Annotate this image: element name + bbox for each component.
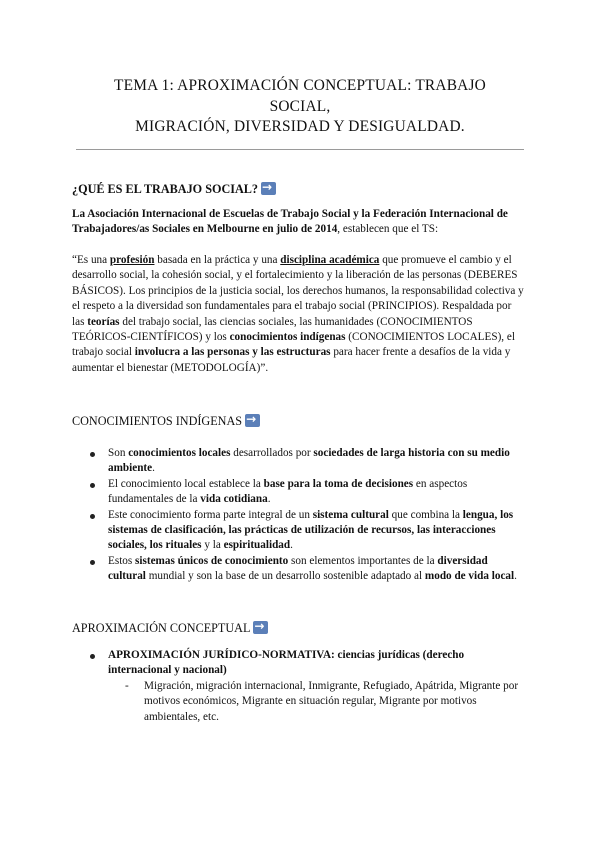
right-arrow-icon	[253, 621, 268, 634]
quote-text: basada en la práctica y una	[154, 254, 281, 266]
item-bold: lengua, los sistemas de clasificación, las prácticas de utilización de recursos, las interacciones sociales, los rituales	[108, 508, 514, 552]
section-heading-text: CONOCIMIENTOS INDÍGENAS	[72, 414, 243, 428]
quote-text: (CONOCIMIENTOS LOCALES), el trabajo social	[72, 331, 515, 359]
sub-list-item	[72, 679, 526, 725]
item-bold: sistemas únicos de conocimiento	[135, 554, 289, 567]
item-text: Son	[108, 447, 129, 459]
item-text: mundial y son la base de un desarrollo sostenible adaptado al	[145, 570, 425, 583]
item-text: en aspectos fundamentales de la	[108, 477, 468, 506]
quote-text: que promueve el cambio y el desarrollo social, la cohesión social, y el fortalecimiento y la liberación de las personas (DEBERES BÁSICOS). Los principios de la justicia social, los derechos humanos, la responsabilidad colectiva y el respeto a la diversidad son fundamentales para el trabajo social (PRINCIPIOS). Respaldada por las	[72, 254, 524, 328]
definition-quote	[72, 253, 526, 376]
title-line-2: SOCIAL,	[269, 97, 331, 115]
item-text: .	[514, 570, 517, 583]
quote-term-involucra: involucra a las personas y las estructuras	[134, 346, 331, 359]
item-text: Este conocimiento forma parte integral de un	[108, 508, 313, 521]
item-text: son elementos importantes de la	[288, 554, 438, 567]
quote-term-disciplina: disciplina académica	[280, 254, 380, 266]
intro-bold-text: La Asociación Internacional de Escuelas de Trabajo Social y la Federación Internacional de Trabajadores/as Sociales en Melbourne en julio de 2014	[72, 208, 508, 236]
section-heading-text: ¿QUÉ ES EL TRABAJO SOCIAL?	[72, 182, 259, 196]
item-bold: sociedades de larga historia con su medio ambiente	[108, 447, 510, 475]
item-text: Estos	[108, 554, 136, 567]
item-bold: modo de vida local	[424, 570, 515, 583]
intro-paragraph	[72, 207, 526, 238]
list-item	[72, 648, 526, 679]
item-bold: sistema cultural	[312, 508, 389, 521]
item-text: que combina la	[388, 508, 463, 521]
item-text: El conocimiento local establece la	[108, 477, 264, 490]
title-divider	[76, 149, 524, 150]
item-text: .	[290, 539, 293, 552]
item-bold: APROXIMACIÓN JURÍDICO-NORMATIVA: ciencias jurídicas (derecho internacional y nacional)	[108, 649, 465, 677]
list-item	[72, 477, 526, 508]
item-bold: espiritualidad	[223, 539, 291, 552]
list-item	[72, 554, 526, 585]
title-line-1: TEMA 1: APROXIMACIÓN CONCEPTUAL: TRABAJO	[114, 77, 486, 94]
section-heading-conocimientos-indigenas	[72, 413, 260, 429]
right-arrow-icon	[261, 182, 276, 195]
quote-text: del trabajo social, las ciencias sociales, las humanidades (CONOCIMIENTOS TEÓRICOS-CIENTÍFICOS) y los	[72, 315, 473, 344]
section-heading-aproximacion-conceptual	[72, 620, 268, 636]
item-text: Migración, migración internacional, Inmigrante, Refugiado, Apátrida, Migrante por motivos económicos, Migrante en situación regular, Migrante por motivos ambientales, etc.	[144, 679, 519, 723]
title-line-3: MIGRACIÓN, DIVERSIDAD Y DESIGUALDAD.	[135, 118, 465, 135]
document-title	[90, 76, 510, 138]
right-arrow-icon	[245, 414, 260, 427]
item-text: .	[152, 462, 155, 475]
indigenous-knowledge-list	[72, 446, 526, 585]
conceptual-approach-list	[72, 648, 526, 725]
item-bold: conocimientos locales	[128, 447, 231, 459]
quote-term-conocimientos: conocimientos indígenas	[229, 331, 346, 344]
quote-text: para hacer frente a desafíos de la vida y aumentar el bienestar (METODOLOGÍA)”.	[72, 346, 511, 374]
quote-text: “Es una	[72, 254, 110, 266]
item-text: y la	[201, 539, 224, 552]
quote-term-profesion: profesión	[109, 254, 155, 266]
item-text: .	[267, 493, 271, 506]
intro-rest-text: , establecen que el TS:	[337, 223, 439, 236]
list-item	[72, 508, 526, 554]
item-bold: vida cotidiana	[200, 493, 268, 506]
item-bold: base para la toma de decisiones	[263, 477, 414, 490]
list-item	[72, 446, 526, 477]
item-bold: diversidad cultural	[108, 554, 488, 583]
item-text: desarrollados por	[230, 447, 314, 459]
section-heading-que-es-ts	[72, 181, 276, 197]
section-heading-text: APROXIMACIÓN CONCEPTUAL	[72, 621, 251, 635]
quote-term-teorias: teorías	[87, 315, 120, 328]
